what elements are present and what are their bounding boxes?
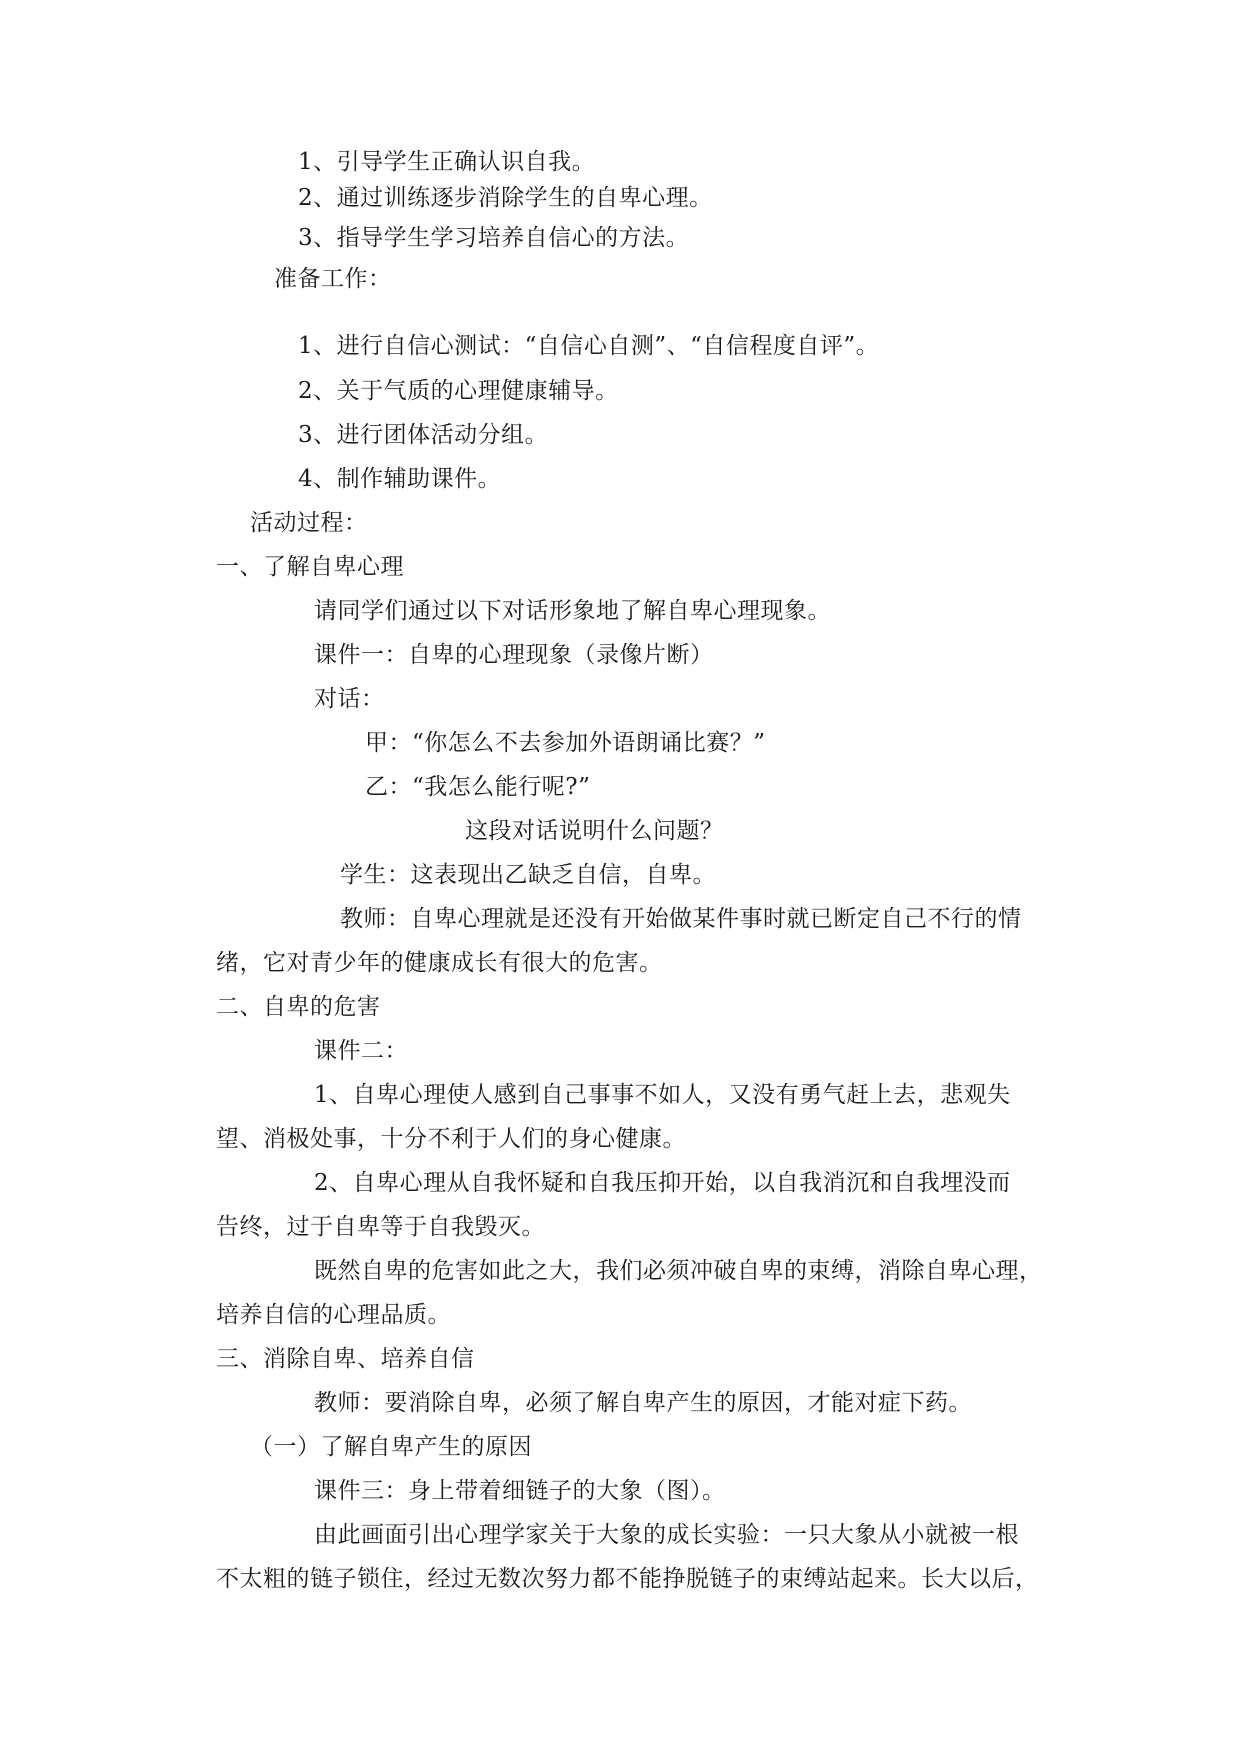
harm-conclusion-line-2: 培养自信的心理品质。 [216,1302,451,1328]
courseware-1: 课件一：自卑的心理现象（录像片断） [314,642,714,668]
dialogue-line-a: 甲：“你怎么不去参加外语朗诵比赛？” [365,730,766,756]
harm-conclusion-line-1: 既然自卑的危害如此之大，我们必须冲破自卑的束缚，消除自卑心理， [314,1258,1043,1284]
section-1-intro: 请同学们通过以下对话形象地了解自卑心理现象。 [314,598,831,624]
harm-point-2-line-2: 告终，过于自卑等于自我毁灭。 [216,1214,545,1240]
harm-point-1-line-2: 望、消极处事，十分不利于人们的身心健康。 [216,1126,686,1152]
process-heading: 活动过程： [250,510,368,536]
dialogue-question: 这段对话说明什么问题？ [465,818,724,844]
elephant-experiment-line-1: 由此画面引出心理学家关于大象的成长实验：一只大象从小就被一根 [314,1522,1019,1548]
teacher-explanation-line-2: 绪，它对青少年的健康成长有很大的危害。 [216,950,663,976]
goal-item-2: 2、通过训练逐步消除学生的自卑心理。 [298,185,713,211]
teacher-explanation-line-1: 教师：自卑心理就是还没有开始做某件事时就已断定自己不行的情 [340,906,1022,932]
goal-item-3: 3、指导学生学习培养自信心的方法。 [298,225,690,251]
prep-item-4: 4、制作辅助课件。 [298,466,502,492]
student-answer: 学生：这表现出乙缺乏自信，自卑。 [340,862,716,888]
courseware-2: 课件二： [314,1038,408,1064]
prep-item-3: 3、进行团体活动分组。 [298,422,549,448]
section-1-title: 一、了解自卑心理 [216,554,404,580]
section-3-title: 三、消除自卑、培养自信 [216,1346,475,1372]
elephant-experiment-line-2: 不太粗的链子锁住，经过无数次努力都不能挣脱链子的束缚站起来。长大以后， [216,1566,1039,1592]
prep-item-2: 2、关于气质的心理健康辅导。 [298,378,619,404]
courseware-3: 课件三：身上带着细链子的大象（图）。 [314,1478,726,1504]
dialogue-label: 对话： [314,686,385,712]
section-2-title: 二、自卑的危害 [216,994,381,1020]
harm-point-1-line-1: 1、自卑心理使人感到自己事事不如人，又没有勇气赶上去，悲观失 [314,1082,1011,1108]
teacher-statement: 教师：要消除自卑，必须了解自卑产生的原因，才能对症下药。 [314,1390,972,1416]
goal-item-1: 1、引导学生正确认识自我。 [298,149,596,175]
prep-heading: 准备工作： [274,266,392,292]
subsection-1-title: （一）了解自卑产生的原因 [250,1434,532,1460]
prep-item-1: 1、进行自信心测试：“自信心自测”、“自信程度自评”。 [298,333,880,359]
dialogue-line-b: 乙：“我怎么能行呢?” [365,774,591,800]
harm-point-2-line-1: 2、自卑心理从自我怀疑和自我压抑开始，以自我消沉和自我埋没而 [314,1170,1011,1196]
